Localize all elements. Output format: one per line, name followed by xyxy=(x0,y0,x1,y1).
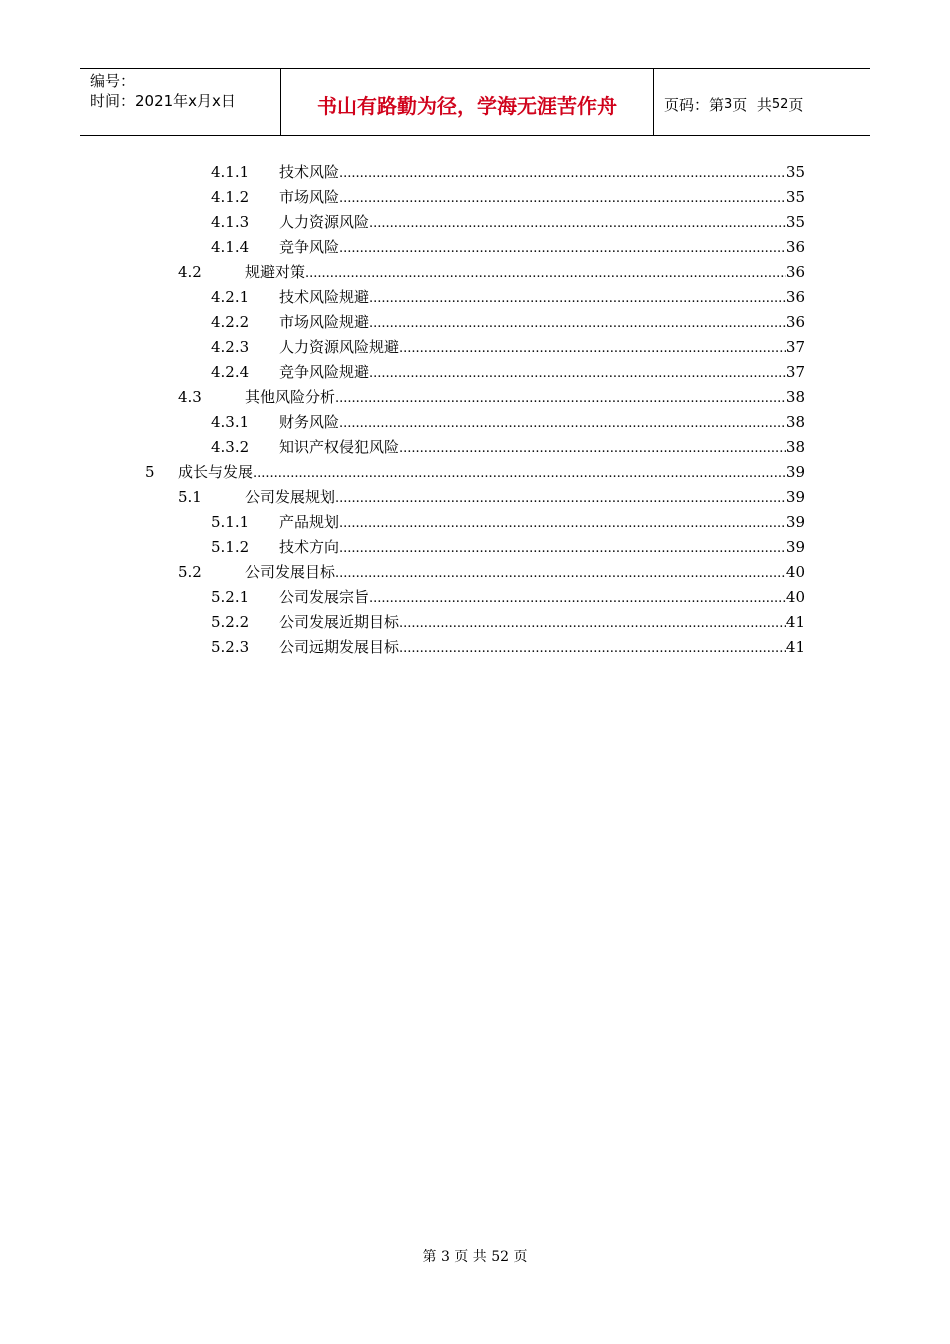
toc-entry-number: 4.3 xyxy=(178,388,202,406)
toc-entry-page: 37 xyxy=(785,363,805,381)
toc-entry[interactable] xyxy=(0,410,950,435)
page-footer: 第 3 页 共 52 页 xyxy=(422,1249,528,1265)
header-page-info xyxy=(654,69,870,135)
toc-entry[interactable] xyxy=(0,360,950,385)
toc-entry-page: 39 xyxy=(785,513,805,531)
toc-entry-body xyxy=(279,160,805,186)
time-label: 时间：2021年x月x日 xyxy=(90,92,236,110)
toc-entry[interactable] xyxy=(0,285,950,310)
toc-entry[interactable] xyxy=(0,435,950,460)
table-of-contents xyxy=(0,160,950,660)
toc-dot-leader xyxy=(335,561,786,586)
toc-entry-body xyxy=(279,610,805,636)
toc-entry[interactable] xyxy=(0,385,950,410)
header-motto: 书山有路勤为径，学海无涯苦作舟 xyxy=(281,69,654,135)
toc-entry-body xyxy=(279,585,805,611)
toc-entry-title: 技术风险 xyxy=(279,160,339,185)
toc-entry-body xyxy=(245,560,805,586)
toc-entry-page: 36 xyxy=(785,313,805,331)
toc-entry-body xyxy=(279,285,805,311)
toc-entry-body xyxy=(245,260,805,286)
toc-entry-body xyxy=(279,210,805,236)
toc-entry-title: 市场风险规避 xyxy=(279,310,369,335)
toc-entry-number: 5.2.3 xyxy=(211,638,250,656)
page-suffix: 页 xyxy=(788,95,804,114)
toc-entry-body xyxy=(279,410,805,436)
toc-entry[interactable] xyxy=(0,260,950,285)
toc-entry-page: 38 xyxy=(785,388,805,406)
toc-entry-body xyxy=(279,535,805,561)
toc-entry-page: 35 xyxy=(785,213,805,231)
page-mid: 页 共 xyxy=(732,95,772,114)
toc-entry-number: 5 xyxy=(145,463,155,481)
page-header xyxy=(80,68,870,136)
toc-entry-title: 公司发展近期目标 xyxy=(279,610,399,635)
toc-entry-number: 4.1.2 xyxy=(211,188,250,206)
toc-dot-leader xyxy=(399,436,786,461)
toc-entry-body xyxy=(279,510,805,536)
header-meta xyxy=(80,69,281,135)
toc-entry[interactable] xyxy=(0,160,950,185)
toc-entry-page: 41 xyxy=(785,613,805,631)
toc-entry[interactable] xyxy=(0,210,950,235)
page-current: 3 xyxy=(724,96,733,112)
toc-entry-body xyxy=(279,185,805,211)
toc-entry-page: 37 xyxy=(785,338,805,356)
toc-entry-title: 竞争风险 xyxy=(279,235,339,260)
toc-entry[interactable] xyxy=(0,310,950,335)
toc-dot-leader xyxy=(369,586,786,611)
toc-entry-number: 5.1 xyxy=(178,488,202,506)
toc-entry-page: 38 xyxy=(785,413,805,431)
page-total: 52 xyxy=(771,96,789,112)
toc-entry-number: 5.2.1 xyxy=(211,588,250,606)
serial-label: 编号： xyxy=(90,72,136,90)
toc-entry-title: 技术风险规避 xyxy=(279,285,369,310)
toc-entry-number: 4.3.1 xyxy=(211,413,250,431)
toc-entry-page: 40 xyxy=(785,563,805,581)
toc-dot-leader xyxy=(339,411,786,436)
toc-entry-body xyxy=(279,635,805,661)
toc-entry-number: 5.2.2 xyxy=(211,613,250,631)
toc-entry-body xyxy=(279,335,805,361)
toc-dot-leader xyxy=(339,236,786,261)
toc-entry-number: 4.2.3 xyxy=(211,338,250,356)
toc-entry-body xyxy=(245,385,805,411)
toc-entry-title: 产品规划 xyxy=(279,510,339,535)
toc-entry-number: 4.2.1 xyxy=(211,288,250,306)
toc-entry-title: 人力资源风险规避 xyxy=(279,335,399,360)
toc-entry-number: 5.1.2 xyxy=(211,538,250,556)
toc-entry-body xyxy=(279,310,805,336)
toc-entry-title: 公司发展宗旨 xyxy=(279,585,369,610)
toc-dot-leader xyxy=(335,386,786,411)
toc-dot-leader xyxy=(339,161,786,186)
toc-dot-leader xyxy=(305,261,786,286)
toc-entry-title: 其他风险分析 xyxy=(245,385,335,410)
toc-entry-number: 4.1.3 xyxy=(211,213,250,231)
toc-entry[interactable] xyxy=(0,585,950,610)
toc-entry[interactable] xyxy=(0,610,950,635)
toc-entry-number: 5.1.1 xyxy=(211,513,250,531)
toc-entry-title: 规避对策 xyxy=(245,260,305,285)
toc-dot-leader xyxy=(339,186,786,211)
toc-entry-title: 成长与发展 xyxy=(178,460,253,485)
toc-entry-page: 35 xyxy=(785,188,805,206)
toc-entry-number: 4.1.4 xyxy=(211,238,250,256)
toc-entry-body xyxy=(279,435,805,461)
toc-entry-number: 4.1.1 xyxy=(211,163,250,181)
toc-entry-title: 财务风险 xyxy=(279,410,339,435)
toc-dot-leader xyxy=(399,611,786,636)
toc-entry-title: 技术方向 xyxy=(279,535,339,560)
toc-entry[interactable] xyxy=(0,335,950,360)
toc-dot-leader xyxy=(369,361,786,386)
toc-entry-page: 39 xyxy=(785,463,805,481)
toc-entry-page: 36 xyxy=(785,288,805,306)
toc-dot-leader xyxy=(399,636,786,661)
toc-entry-page: 36 xyxy=(785,263,805,281)
toc-dot-leader xyxy=(399,336,786,361)
toc-entry[interactable] xyxy=(0,635,950,660)
toc-entry[interactable] xyxy=(0,235,950,260)
toc-entry-title: 知识产权侵犯风险 xyxy=(279,435,399,460)
toc-dot-leader xyxy=(369,311,786,336)
toc-entry-title: 公司发展规划 xyxy=(245,485,335,510)
toc-dot-leader xyxy=(369,286,786,311)
toc-entry-title: 竞争风险规避 xyxy=(279,360,369,385)
toc-entry-body xyxy=(245,485,805,511)
toc-entry-title: 市场风险 xyxy=(279,185,339,210)
toc-entry-number: 4.2.2 xyxy=(211,313,250,331)
toc-entry[interactable] xyxy=(0,460,950,485)
toc-entry-title: 公司发展目标 xyxy=(245,560,335,585)
toc-dot-leader xyxy=(335,486,786,511)
toc-entry-body xyxy=(178,460,805,486)
toc-entry-number: 4.2.4 xyxy=(211,363,250,381)
toc-entry-page: 35 xyxy=(785,163,805,181)
page-prefix: 页码：第 xyxy=(664,95,725,114)
toc-entry[interactable] xyxy=(0,485,950,510)
toc-entry-page: 38 xyxy=(785,438,805,456)
toc-entry-title: 公司远期发展目标 xyxy=(279,635,399,660)
toc-entry-page: 40 xyxy=(785,588,805,606)
toc-entry-body xyxy=(279,235,805,261)
toc-entry[interactable] xyxy=(0,535,950,560)
toc-entry[interactable] xyxy=(0,560,950,585)
toc-entry-number: 4.2 xyxy=(178,263,202,281)
toc-dot-leader xyxy=(339,536,786,561)
toc-dot-leader xyxy=(339,511,786,536)
toc-dot-leader xyxy=(253,461,786,486)
toc-entry-page: 39 xyxy=(785,538,805,556)
toc-entry-number: 4.3.2 xyxy=(211,438,250,456)
toc-entry[interactable] xyxy=(0,185,950,210)
toc-entry-page: 36 xyxy=(785,238,805,256)
toc-dot-leader xyxy=(369,211,786,236)
toc-entry[interactable] xyxy=(0,510,950,535)
toc-entry-title: 人力资源风险 xyxy=(279,210,369,235)
toc-entry-body xyxy=(279,360,805,386)
toc-entry-number: 5.2 xyxy=(178,563,202,581)
toc-entry-page: 39 xyxy=(785,488,805,506)
toc-entry-page: 41 xyxy=(785,638,805,656)
